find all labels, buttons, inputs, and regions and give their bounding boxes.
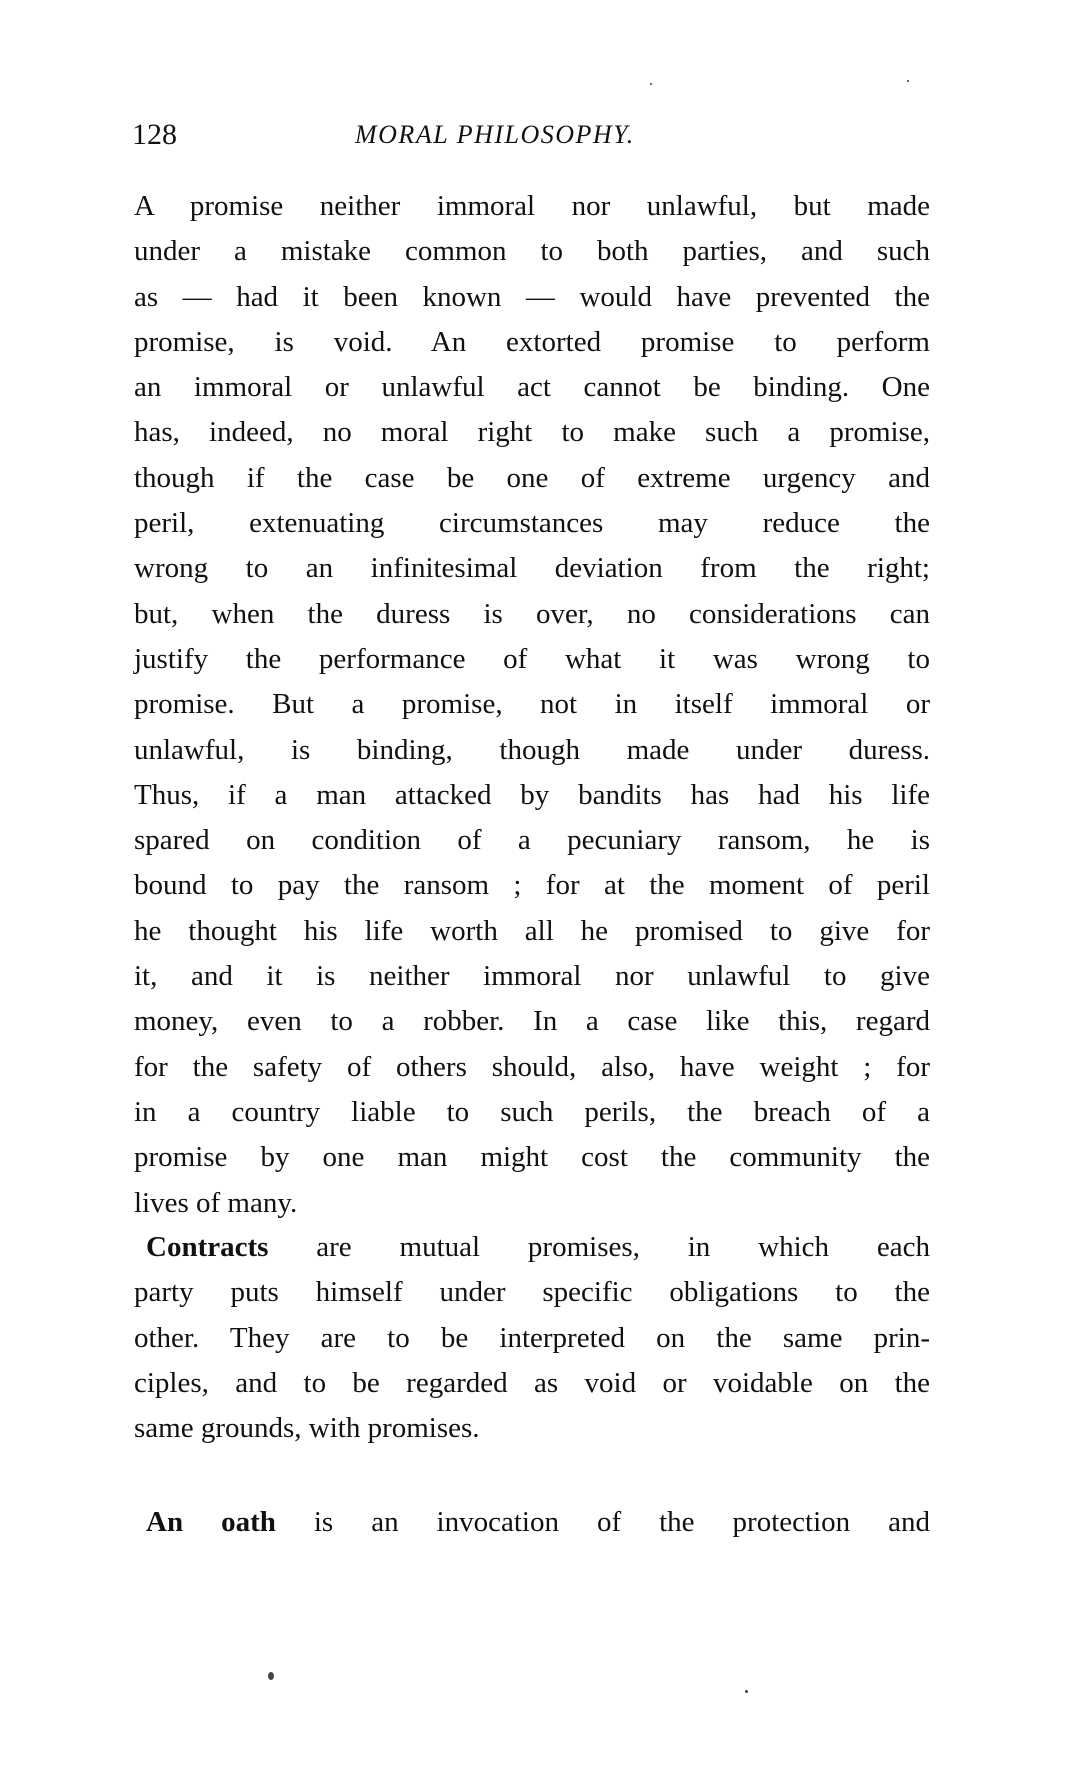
text-line (134, 818, 930, 863)
text-line (134, 999, 930, 1044)
line-text: unlawful, is binding, though made under duress. (134, 733, 930, 766)
text-line (134, 1181, 930, 1226)
line-text: in a country liable to such perils, the breach of a (134, 1095, 930, 1128)
text-line (134, 773, 930, 818)
text-line (134, 637, 930, 682)
running-title: MORAL PHILOSOPHY. (355, 120, 635, 149)
bold-term: An oath (146, 1506, 276, 1538)
text-line (134, 365, 930, 410)
text-line (134, 275, 930, 320)
text-line (134, 546, 930, 591)
line-text: he thought his life worth all he promised to give for (134, 914, 930, 947)
scan-speck (907, 80, 909, 82)
line-text: is an invocation of the protection and (275, 1506, 930, 1538)
text-line (134, 954, 930, 999)
text-line (134, 1135, 930, 1180)
scan-speck (650, 83, 652, 85)
text-line (134, 592, 930, 637)
line-text: an immoral or unlawful act cannot be binding. One (134, 371, 930, 404)
paragraph-oath (134, 1500, 930, 1545)
paragraph-contracts (134, 1225, 930, 1451)
line-text: under a mistake common to both parties, and such (134, 235, 930, 268)
text-line (134, 320, 930, 365)
text-line (134, 728, 930, 773)
line-text: promise. But a promise, not in itself immoral or (134, 688, 930, 721)
line-text: promise, is void. An extorted promise to perform (134, 325, 930, 358)
line-text: spared on condition of a pecuniary ransom, he is (134, 824, 930, 857)
line-text: lives of many. (134, 1186, 298, 1219)
line-text: has, indeed, no moral right to make such a promise, (134, 416, 930, 449)
scan-speck (268, 1672, 274, 1680)
line-text: ciples, and to be regarded as void or voidable on the (134, 1366, 930, 1399)
text-line (134, 1090, 930, 1135)
text-line (134, 229, 930, 274)
line-text: though if the case be one of extreme urgency and (134, 461, 930, 494)
line-text: for the safety of others should, also, have weight ; for (134, 1050, 930, 1083)
line-text: wrong to an infinitesimal deviation from the right; (134, 552, 930, 585)
line-text: other. They are to be interpreted on the same prin- (134, 1321, 930, 1354)
text-line (134, 1316, 930, 1361)
text-line (134, 184, 930, 229)
line-text: bound to pay the ransom ; for at the moment of peril (134, 869, 930, 902)
line-text: but, when the duress is over, no considerations can (134, 597, 930, 630)
text-line (134, 682, 930, 727)
scan-speck (745, 1690, 748, 1693)
text-line (134, 501, 930, 546)
paragraph-promises (134, 184, 930, 1226)
text-line (134, 1500, 930, 1545)
line-text: A promise neither immoral nor unlawful, but made (134, 190, 930, 222)
text-line (134, 410, 930, 455)
line-text: are mutual promises, in which each (268, 1231, 930, 1263)
text-line (134, 1361, 930, 1406)
text-line (134, 863, 930, 908)
line-text: as — had it been known — would have prevented the (134, 280, 930, 313)
text-line (134, 456, 930, 501)
bold-term: Contracts (146, 1231, 269, 1263)
line-text: peril, extenuating circumstances may reduce the (134, 507, 930, 540)
line-text: party puts himself under specific obligations to the (134, 1276, 930, 1309)
line-text: Thus, if a man attacked by bandits has had his life (134, 778, 930, 811)
text-line (134, 909, 930, 954)
text-line (134, 1225, 930, 1270)
line-text: same grounds, with promises. (134, 1412, 480, 1445)
line-text: promise by one man might cost the community the (134, 1141, 930, 1174)
text-line (134, 1045, 930, 1090)
line-text: justify the performance of what it was wrong to (134, 642, 930, 675)
text-line (134, 1270, 930, 1315)
line-text: it, and it is neither immoral nor unlawful to give (134, 960, 930, 993)
page-number: 128 (132, 118, 177, 151)
text-line (134, 1406, 930, 1451)
line-text: money, even to a robber. In a case like this, regard (134, 1005, 930, 1038)
